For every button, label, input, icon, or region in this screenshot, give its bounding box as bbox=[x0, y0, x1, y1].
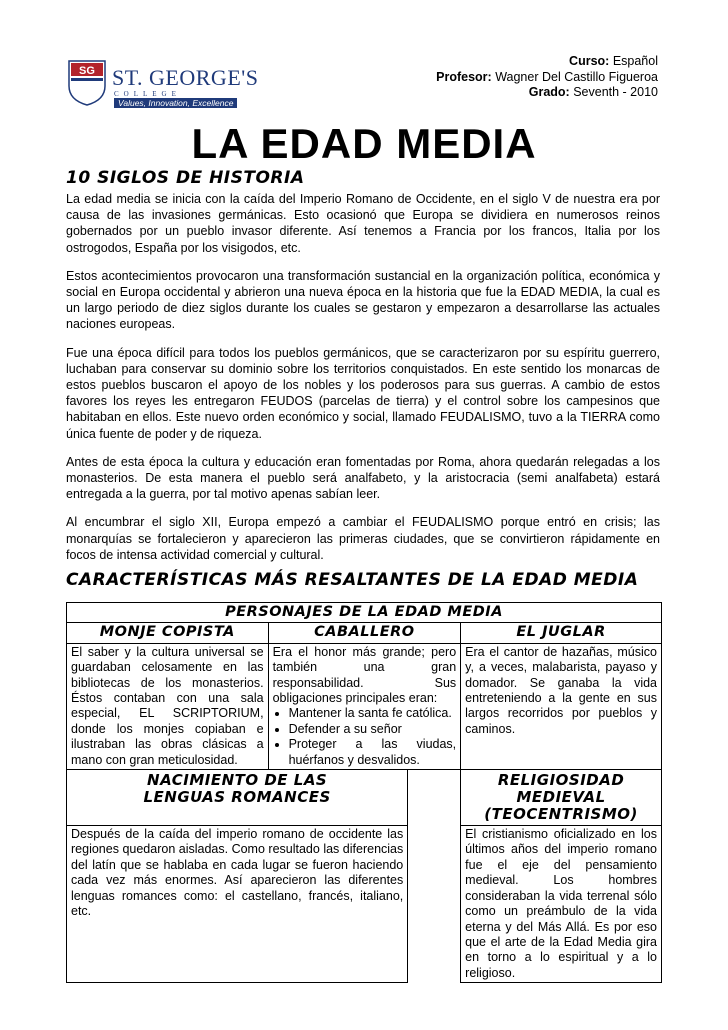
religiosidad-heading-line2: (TEOCENTRISMO) bbox=[484, 805, 638, 824]
school-logo bbox=[68, 60, 259, 108]
col-head-juglar: EL JUGLAR bbox=[461, 623, 662, 643]
body-text bbox=[66, 191, 660, 575]
page-title: LA EDAD MEDIA bbox=[191, 120, 537, 167]
course-label: Curso: bbox=[569, 54, 610, 68]
table-heading: PERSONAJES DE LA EDAD MEDIA bbox=[67, 603, 662, 623]
section-title: CARACTERÍSTICAS MÁS RESALTANTES DE LA EDAD MEDIA bbox=[66, 570, 639, 590]
teacher-label: Profesor: bbox=[436, 69, 492, 84]
school-name: ST. GEORGE'S bbox=[112, 65, 259, 90]
grade-value: Seventh - 2010 bbox=[573, 85, 658, 99]
svg-text:SG: SG bbox=[79, 65, 95, 77]
lenguas-heading-line2: LENGUAS ROMANCES bbox=[143, 788, 331, 807]
course-info bbox=[436, 54, 658, 101]
table-gap bbox=[408, 770, 461, 826]
grade-line bbox=[436, 85, 658, 101]
paragraph: Antes de esta época la cultura y educación eran fomentadas por Roma, ahora quedarán relegadas a los monasterios. De esta manera el pueblo será analfabeto, y la aristocracia (semi analfabeta) estará entregada a la guerra, por tal motivo apenas sabían leer. bbox=[66, 454, 660, 502]
paragraph: Al encumbrar el siglo XII, Europa empezó a cambiar el FEUDALISMO porque entró en crisis; las monarquías se fortalecieron y aparecieron las primeras ciudades, que se convirtieron rápidamente en focos de intensa actividad comercial y cultural. bbox=[66, 515, 660, 562]
school-sub: COLLEGE bbox=[114, 90, 181, 98]
caballero-cell bbox=[268, 643, 461, 769]
religiosidad-heading bbox=[461, 770, 662, 826]
lenguas-heading-line1: NACIMIENTO DE LAS bbox=[147, 771, 328, 790]
teacher-value: Wagner Del Castillo Figueroa bbox=[495, 69, 658, 84]
paragraph: La edad media se inicia con la caída del Imperio Romano de Occidente, en el siglo V de nuestra era por causa de las invasiones germánicas. Esto ocasionó que Europa se dividiera en numerosos reinos gobernados por un pueblo invasor diferente. Así tenemos a Francia por los francos, Italia por los ostrogodos, España por los visigodos, etc. bbox=[66, 192, 660, 255]
school-shield-icon bbox=[68, 60, 106, 106]
caballero-intro: Era el honor más grande; pero también una gran responsabilidad. Sus obligaciones principales eran: bbox=[272, 644, 457, 706]
paragraph: Estos acontecimientos provocaron una transformación sustancial en la organización política, económica y social en Europa occidental y abrieron una nueva época en la historia que fue la EDAD MEDIA, la cual es un largo periodo de diez siglos durante los cuales se gestaron y empezaron a desarrollarse las actuales naciones europeas. bbox=[66, 268, 660, 332]
list-item: • Proteger a las viudas, huérfanos y desvalidos. bbox=[289, 737, 457, 768]
course-line bbox=[436, 54, 658, 70]
juglar-text: Era el cantor de hazañas, músico y, a veces, malabarista, payaso y domador. Se ganaba la vida entreteniendo a la gente en sus largos recorridos por pueblos y caminos. bbox=[461, 643, 662, 769]
page-subtitle: 10 SIGLOS DE HISTORIA bbox=[66, 168, 305, 188]
lenguas-heading bbox=[67, 770, 408, 826]
paragraph: Fue una época difícil para todos los pueblos germánicos, que se caracterizaron por su espíritu guerrero, luchaban para conservar su dominio sobre los territorios conquistados. En este sentido los monarcas de estos pueblos buscaron el apoyo de los nobles y los poderosos para sus guerras. A cambio de estos favores los reyes les entregaron FEUDOS (parcelas de tierra) y el control sobre los campesinos que habitaban en ellos. Este nuevo orden económico y social, llamado FEUDALISMO, tuvo a la TIERRA como única fuente de poder y de riqueza. bbox=[66, 345, 660, 441]
characteristics-table bbox=[66, 602, 662, 983]
course-value: Español bbox=[612, 54, 658, 68]
lenguas-text: Después de la caída del imperio romano de occidente las regiones quedaron aisladas. Como resultado las diferencias del latín que se hablaba en cada lugar se fueron haciendo cada vez más enormes. Así aparecieron las diferentes lenguas romances como: el castellano, francés, italiano, etc. bbox=[67, 826, 408, 983]
list-item: • Defender a su señor bbox=[289, 722, 457, 737]
list-item: • Mantener la santa fe católica. bbox=[289, 706, 457, 721]
col-head-monje: MONJE COPISTA bbox=[67, 623, 269, 643]
religiosidad-text: El cristianismo oficializado en los últimos años del imperio romano fue el eje del pensamiento medieval. Los hombres consideraban la vida terrenal sólo como un preámbulo de la vida eterna y del Más Allá. Es por eso que el arte de la Edad Media gira en torno a lo espiritual y a lo religioso. bbox=[461, 826, 662, 983]
col-head-caballero: CABALLERO bbox=[268, 623, 461, 643]
table-gap bbox=[408, 826, 461, 983]
caballero-obligations bbox=[273, 706, 457, 768]
monje-text: El saber y la cultura universal se guardaban celosamente en las bibliotecas de los monasterios. Éstos contaban con una sala especial, EL SCRIPTORIUM, donde los monjes copiaban e ilustraban las obras clásicas a mano con gran meticulosidad. bbox=[67, 643, 269, 769]
religiosidad-heading-line1: RELIGIOSIDAD MEDIEVAL bbox=[497, 771, 625, 807]
school-tagline: Values, Innovation, Excellence bbox=[114, 98, 237, 108]
grade-label: Grado: bbox=[528, 85, 570, 99]
teacher-line bbox=[436, 70, 658, 86]
